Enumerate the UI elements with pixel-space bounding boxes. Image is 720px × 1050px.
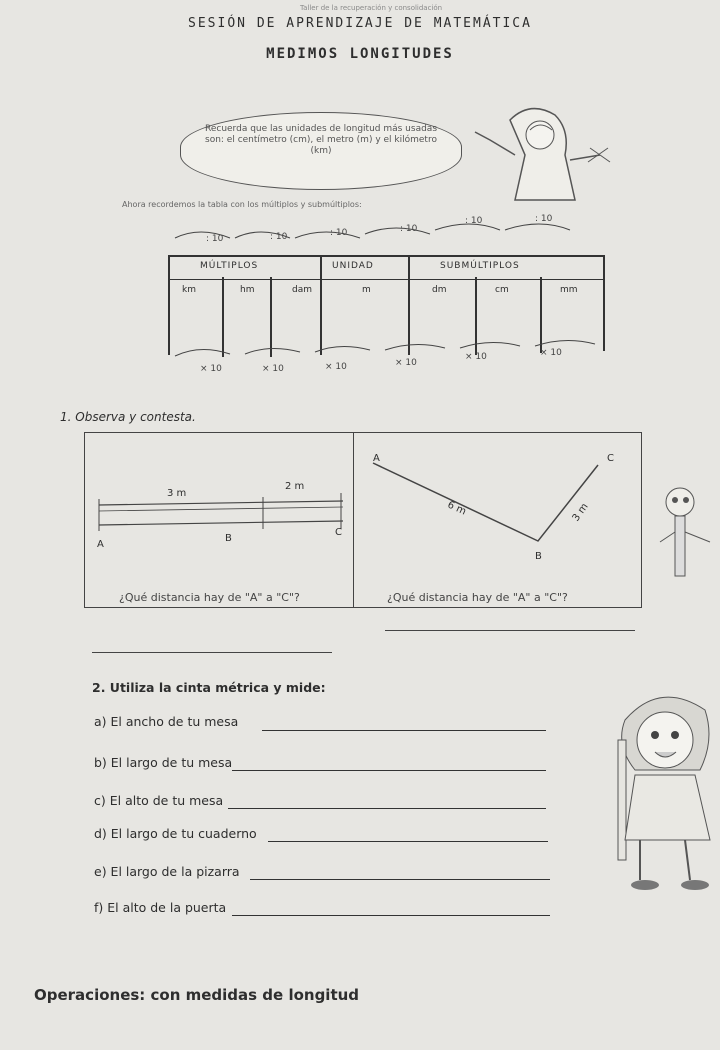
div-label-6: : 10 (535, 214, 553, 224)
measure-item-d: d) El largo de tu cuaderno (94, 826, 257, 841)
exercise-2-title: 2. Utiliza la cinta métrica y mide: (92, 680, 326, 695)
answer-line-e[interactable] (250, 879, 550, 880)
unit-m: m (362, 285, 371, 295)
answer-line-right[interactable] (385, 630, 635, 631)
exercise-1-title: 1. Observa y contesta. (60, 410, 196, 424)
footer-title: Operaciones: con medidas de longitud (34, 986, 360, 1004)
point-c-right: C (607, 453, 614, 464)
point-b-left: B (225, 533, 232, 544)
div-label-4: : 10 (400, 224, 418, 234)
segment-bc-length: 2 m (285, 481, 305, 492)
girl-with-tape-illustration (600, 680, 720, 895)
segment-ab-length: 3 m (167, 488, 187, 499)
unit-km: km (182, 285, 196, 295)
table-intro: Ahora recordemos la tabla con los múltiplos y submúltiplos: (122, 200, 362, 209)
measure-item-e: e) El largo de la pizarra (94, 864, 240, 879)
header-note: Taller de la recuperación y consolidación (300, 4, 443, 12)
measure-item-b: b) El largo de tu mesa (94, 755, 233, 770)
answer-line-d[interactable] (268, 841, 548, 842)
mul-label-3: × 10 (325, 362, 347, 372)
mul-label-5: × 10 (465, 352, 487, 362)
v-diagram (353, 433, 641, 607)
segment-ab-right: 6 m (445, 499, 468, 518)
unit-mm: mm (560, 285, 578, 295)
header-submultiples: SUBMÚLTIPLOS (440, 261, 520, 271)
unit-dam: dam (292, 285, 312, 295)
header-unit: UNIDAD (332, 261, 374, 271)
question-right: ¿Qué distancia hay de "A" a "C"? (387, 591, 568, 604)
header-multiples: MÚLTIPLOS (200, 261, 259, 271)
units-table (170, 255, 605, 315)
point-a-left: A (97, 539, 104, 550)
session-title: SESIÓN DE APRENDIZAJE DE MATEMÁTICA (188, 16, 532, 31)
page-title: MEDIMOS LONGITUDES (266, 46, 454, 62)
unit-cm: cm (495, 285, 509, 295)
div-label-1: : 10 (206, 234, 224, 244)
answer-line-a[interactable] (262, 730, 546, 731)
segment-diagram (85, 433, 353, 607)
measure-item-a: a) El ancho de tu mesa (94, 714, 239, 729)
point-a-right: A (373, 453, 380, 464)
div-label-2: : 10 (270, 232, 288, 242)
point-b-right: B (535, 551, 542, 562)
side-character-illustration (650, 482, 720, 592)
div-label-5: : 10 (465, 216, 483, 226)
answer-line-b[interactable] (232, 770, 546, 771)
answer-line-f[interactable] (232, 915, 550, 916)
div-label-3: : 10 (330, 228, 348, 238)
answer-line-left[interactable] (92, 652, 332, 653)
mul-label-4: × 10 (395, 358, 417, 368)
mul-label-6: × 10 (540, 348, 562, 358)
teacher-illustration (470, 100, 620, 210)
question-left: ¿Qué distancia hay de "A" a "C"? (119, 591, 300, 604)
unit-dm: dm (432, 285, 447, 295)
point-c-left: C (335, 527, 342, 538)
segment-bc-right: 3 m (570, 501, 591, 524)
mul-label-2: × 10 (262, 364, 284, 374)
answer-line-c[interactable] (228, 808, 546, 809)
mul-label-1: × 10 (200, 364, 222, 374)
reminder-text: Recuerda que las unidades de longitud más usadas son: el centímetro (cm), el metro (m) y el kilómetro (km) (204, 124, 438, 156)
unit-hm: hm (240, 285, 255, 295)
measure-item-f: f) El alto de la puerta (94, 900, 227, 915)
measure-item-c: c) El alto de tu mesa (94, 793, 224, 808)
exercise-1-box (84, 432, 642, 608)
